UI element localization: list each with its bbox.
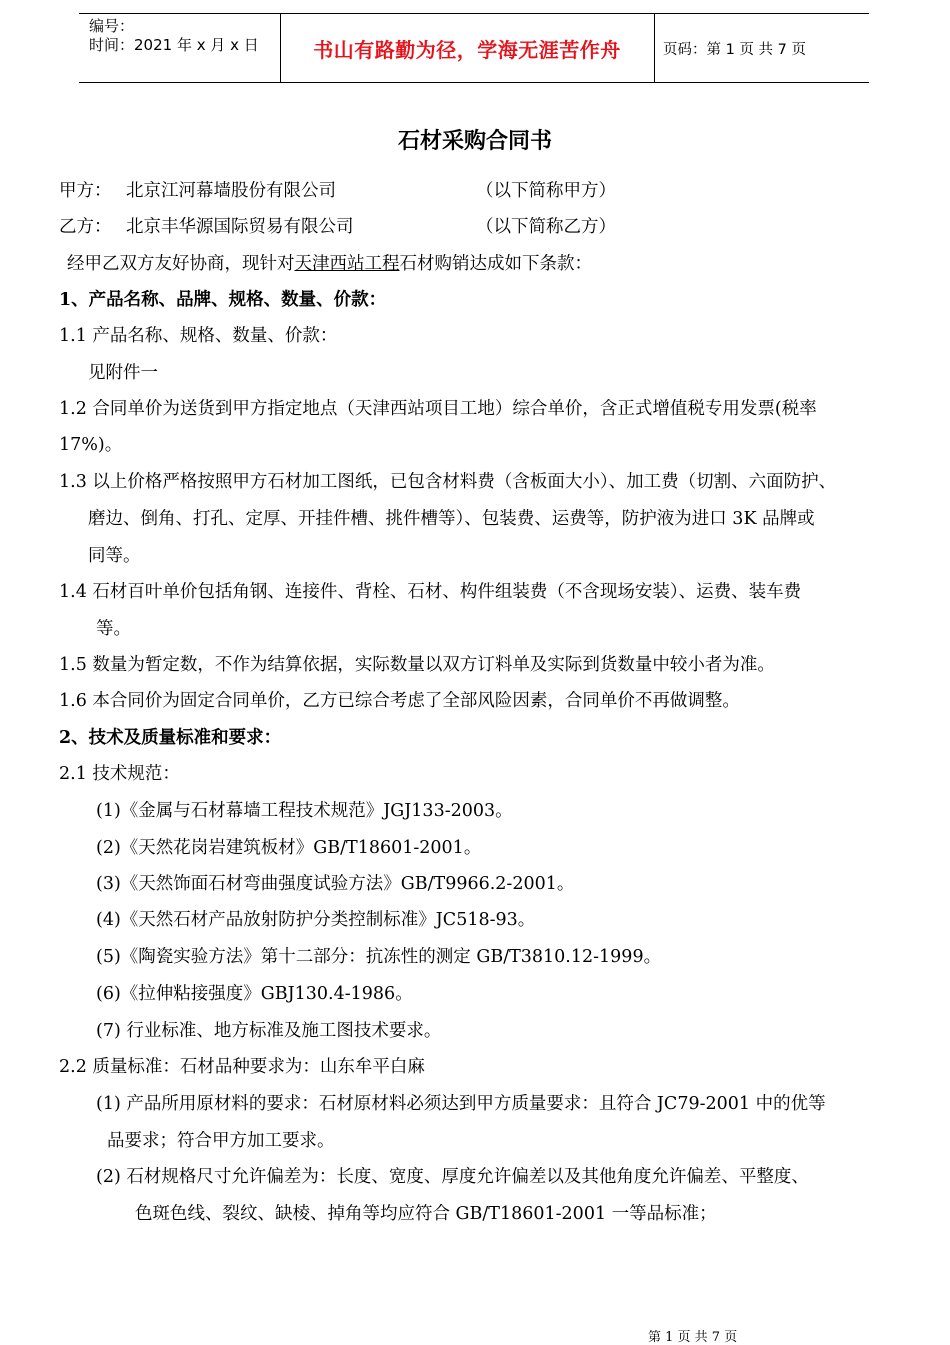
intro-suffix: 石材购销达成如下条款： — [399, 254, 592, 274]
clause-1-1-detail: 见附件一 — [88, 363, 158, 383]
clause-1-4-cont: 等。 — [96, 619, 131, 639]
clause-1-1: 1.1 产品名称、规格、数量、价款： — [59, 326, 338, 346]
quality-item-2-cont: 色斑色线、裂纹、缺棱、掉角等均应符合 GB/T18601-2001 一等品标准； — [135, 1204, 717, 1224]
document-title: 石材采购合同书 — [397, 128, 552, 154]
spec-item: (4)《天然石材产品放射防护分类控制标准》JC518-93。 — [96, 910, 536, 930]
clause-1-3-cont: 同等。 — [88, 546, 141, 566]
header-page-info: 页码：第 1 页 共 7 页 — [663, 41, 806, 58]
section-1-heading: 1、产品名称、品牌、规格、数量、价款： — [59, 290, 387, 310]
quality-item-1: (1) 产品所用原材料的要求：石材原材料必须达到甲方质量要求：且符合 JC79-2001 中的优等 — [96, 1094, 826, 1114]
section-2-heading: 2、技术及质量标准和要求： — [59, 728, 282, 748]
clause-1-2-cont: 17%)。 — [59, 435, 123, 455]
party-a-short: （以下简称甲方） — [476, 181, 616, 201]
header-table — [79, 13, 869, 83]
page-footer: 第 1 页 共 7 页 — [648, 1330, 738, 1345]
party-b-label: 乙方： — [59, 217, 112, 237]
party-a-name: 北京江河幕墙股份有限公司 — [126, 181, 336, 201]
quality-item-2: (2) 石材规格尺寸允许偏差为：长度、宽度、厚度允许偏差以及其他角度允许偏差、平整度、 — [96, 1167, 809, 1187]
project-name: 天津西站工程 — [294, 254, 400, 274]
clause-1-5: 1.5 数量为暂定数，不作为结算依据，实际数量以双方订料单及实际到货数量中较小者为准。 — [59, 655, 775, 675]
clause-1-6: 1.6 本合同价为固定合同单价，乙方已综合考虑了全部风险因素，合同单价不再做调整。 — [59, 691, 740, 711]
header-divider — [654, 14, 655, 82]
spec-item: (3)《天然饰面石材弯曲强度试验方法》GB/T9966.2-2001。 — [96, 874, 575, 894]
spec-item: (6)《拉伸粘接强度》GBJ130.4-1986。 — [96, 984, 413, 1004]
spec-item: (5)《陶瓷实验方法》第十二部分：抗冻性的测定 GB/T3810.12-1999。 — [96, 947, 662, 967]
party-b-short: （以下简称乙方） — [476, 217, 616, 237]
party-a-label: 甲方： — [59, 181, 112, 201]
party-b-name: 北京丰华源国际贸易有限公司 — [126, 217, 354, 237]
clause-1-3-cont: 磨边、倒角、打孔、定厚、开挂件槽、挑件槽等）、包装费、运费等，防护液为进口 3K 品牌或 — [88, 509, 815, 529]
intro-prefix: 经甲乙双方友好协商，现针对 — [67, 254, 295, 274]
header-meta — [79, 14, 280, 82]
clause-2-2: 2.2 质量标准：石材品种要求为：山东牟平白麻 — [59, 1057, 425, 1077]
header-motto: 书山有路勤为径，学海无涯苦作舟 — [313, 37, 621, 62]
spec-item: (7) 行业标准、地方标准及施工图技术要求。 — [96, 1021, 442, 1041]
document-number-label: 编号： — [89, 17, 135, 35]
quality-item-1-cont: 品要求；符合甲方加工要求。 — [107, 1131, 335, 1151]
clause-1-4: 1.4 石材百叶单价包括角钢、连接件、背栓、石材、构件组装费（不含现场安装）、运费、装车费 — [59, 582, 802, 602]
spec-item: (2)《天然花岗岩建筑板材》GB/T18601-2001。 — [96, 838, 482, 858]
intro-paragraph — [67, 253, 592, 275]
clause-1-3: 1.3 以上价格严格按照甲方石材加工图纸，已包含材料费（含板面大小）、加工费（切割、六面防护、 — [59, 472, 837, 492]
clause-1-2: 1.2 合同单价为送货到甲方指定地点（天津西站项目工地）综合单价，含正式增值税专用发票(税率 — [59, 399, 817, 419]
clause-2-1: 2.1 技术规范： — [59, 764, 180, 784]
spec-item: (1)《金属与石材幕墙工程技术规范》JGJ133-2003。 — [96, 801, 513, 821]
document-date: 时间：2021 年 x 月 x 日 — [89, 36, 259, 54]
